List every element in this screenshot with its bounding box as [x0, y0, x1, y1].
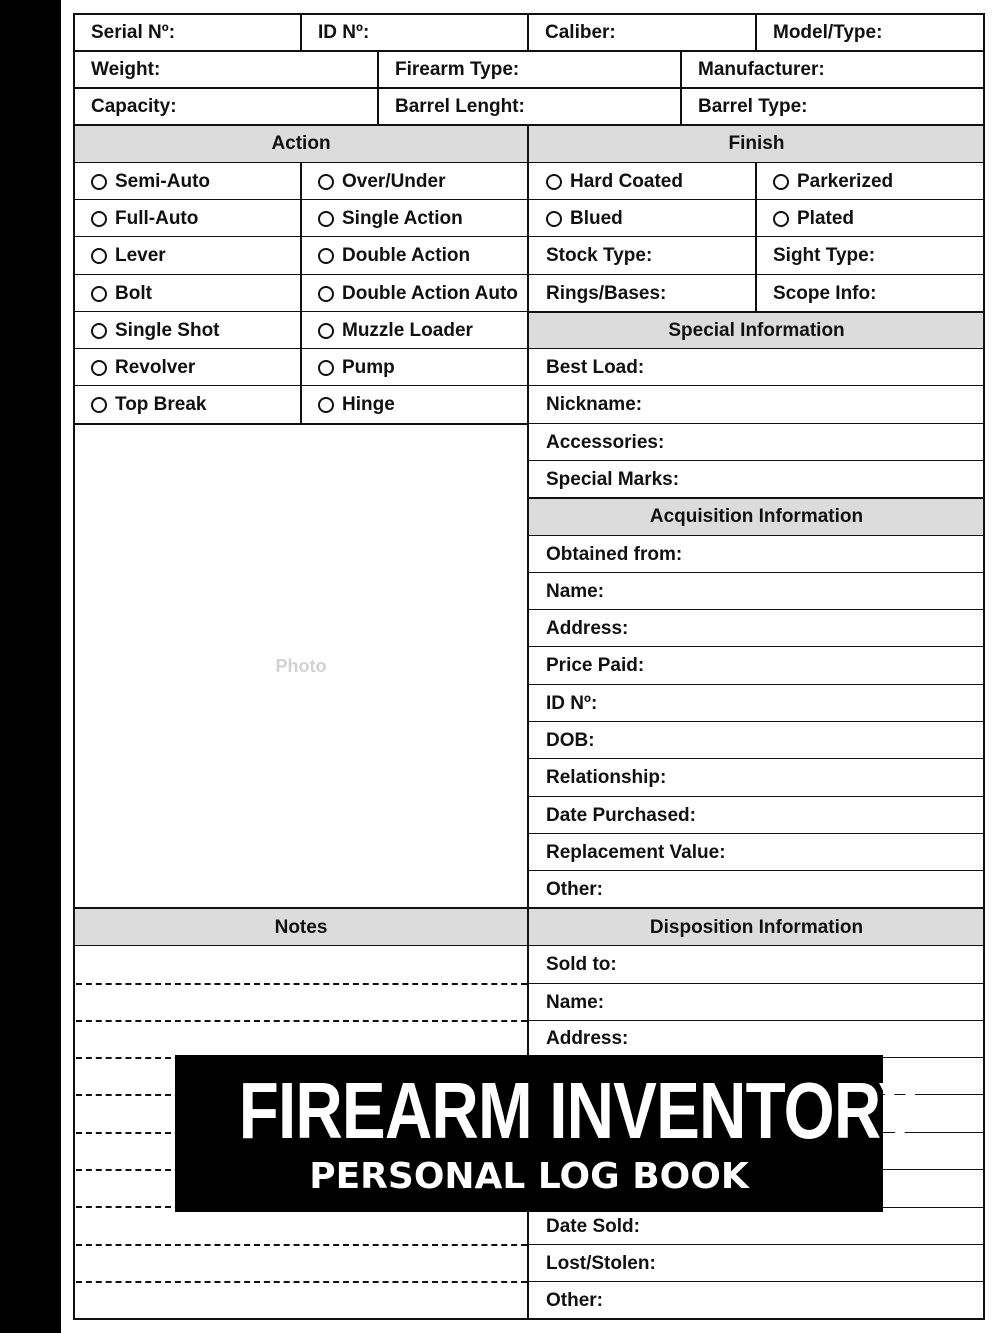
photo-label: Photo	[275, 656, 327, 676]
grid-line	[528, 311, 984, 313]
grid-line	[528, 236, 984, 237]
action-option[interactable]: Double Action	[301, 237, 528, 275]
action-option[interactable]: Revolver	[74, 349, 301, 386]
radio-circle-icon[interactable]	[318, 397, 334, 413]
manufacturer-field[interactable]: Manufacturer:	[698, 58, 825, 80]
grid-line	[528, 796, 984, 797]
grid-line	[755, 162, 757, 312]
acq-name-field[interactable]: Name:	[546, 580, 605, 602]
grid-line	[528, 535, 984, 536]
radio-circle-icon[interactable]	[91, 323, 107, 339]
finish-option[interactable]: Blued	[529, 200, 756, 237]
grid-line	[528, 572, 984, 573]
action-option[interactable]: Bolt	[74, 275, 301, 312]
replacement-value-field[interactable]: Replacement Value:	[546, 841, 726, 863]
radio-circle-icon[interactable]	[546, 174, 562, 190]
serial-field[interactable]: Serial Nº:	[91, 21, 176, 43]
special-information-header: Special Information	[529, 313, 984, 348]
frame-line	[73, 13, 75, 1320]
radio-circle-icon[interactable]	[91, 286, 107, 302]
action-option[interactable]: Full-Auto	[74, 200, 301, 237]
radio-circle-icon[interactable]	[773, 174, 789, 190]
grid-line	[528, 1281, 984, 1282]
action-option[interactable]: Lever	[74, 237, 301, 275]
grid-line	[73, 945, 985, 946]
grid-line	[528, 758, 984, 759]
date-sold-field[interactable]: Date Sold:	[546, 1215, 640, 1237]
acq-id-field[interactable]: ID Nº:	[546, 692, 598, 714]
grid-line	[377, 50, 379, 126]
accessories-field[interactable]: Accessories:	[546, 431, 665, 453]
grid-line	[73, 423, 528, 425]
notes-line[interactable]	[76, 1020, 527, 1022]
weight-field[interactable]: Weight:	[91, 58, 161, 80]
grid-line	[680, 50, 682, 126]
photo-placeholder[interactable]	[74, 425, 528, 908]
acq-other-field[interactable]: Other:	[546, 878, 603, 900]
grid-line	[528, 460, 984, 461]
radio-circle-icon[interactable]	[91, 397, 107, 413]
frame-line	[983, 13, 985, 1320]
banner-title: FIREARM INVENTORY	[238, 1066, 921, 1155]
scope-info-field[interactable]: Scope Info:	[773, 282, 877, 304]
dob-field[interactable]: DOB:	[546, 729, 595, 751]
banner-subtitle: PERSONAL LOG BOOK	[309, 1156, 749, 1197]
frame-line	[73, 13, 985, 15]
date-purchased-field[interactable]: Date Purchased:	[546, 804, 696, 826]
action-option[interactable]: Single Action	[301, 200, 528, 237]
grid-line	[300, 13, 302, 51]
radio-circle-icon[interactable]	[773, 211, 789, 227]
grid-line	[73, 236, 528, 237]
rings-bases-field[interactable]: Rings/Bases:	[546, 282, 667, 304]
action-option[interactable]: Over/Under	[301, 163, 528, 200]
book-spine	[0, 0, 61, 1333]
radio-circle-icon[interactable]	[318, 174, 334, 190]
acquisition-information-header: Acquisition Information	[529, 499, 984, 535]
title-banner	[175, 1055, 921, 1212]
frame-line	[73, 1318, 985, 1320]
radio-circle-icon[interactable]	[318, 286, 334, 302]
price-paid-field[interactable]: Price Paid:	[546, 655, 645, 676]
relationship-field[interactable]: Relationship:	[546, 767, 667, 788]
grid-line	[528, 199, 984, 200]
stock-type-field[interactable]: Stock Type:	[546, 245, 653, 266]
grid-line	[73, 50, 985, 52]
obtained-from-field[interactable]: Obtained from:	[546, 543, 683, 565]
disposition-information-header: Disposition Information	[529, 909, 984, 946]
grid-line	[528, 348, 984, 349]
grid-line	[528, 833, 984, 834]
action-option[interactable]: Double Action Auto	[301, 275, 528, 312]
grid-line	[755, 13, 757, 51]
acq-address-field[interactable]: Address:	[546, 617, 629, 639]
grid-line	[73, 311, 528, 312]
best-load-field[interactable]: Best Load:	[546, 356, 645, 378]
sold-to-field[interactable]: Sold to:	[546, 954, 617, 975]
grid-line	[73, 87, 985, 89]
nickname-field[interactable]: Nickname:	[546, 394, 643, 415]
grid-line	[528, 497, 984, 499]
grid-line	[528, 1244, 984, 1245]
grid-line	[528, 274, 984, 275]
grid-line	[73, 348, 528, 349]
finish-header: Finish	[529, 126, 984, 162]
radio-circle-icon[interactable]	[318, 211, 334, 227]
notes-line[interactable]	[76, 1281, 527, 1283]
radio-circle-icon[interactable]	[91, 248, 107, 264]
action-option[interactable]: Single Shot	[74, 312, 301, 349]
finish-option[interactable]: Hard Coated	[529, 163, 756, 200]
radio-circle-icon[interactable]	[546, 211, 562, 227]
grid-line	[73, 162, 985, 163]
lost-stolen-field[interactable]: Lost/Stolen:	[546, 1252, 656, 1274]
model-type-field[interactable]: Model/Type:	[773, 21, 883, 43]
grid-line	[73, 199, 528, 200]
action-option[interactable]: Hinge	[301, 386, 528, 424]
grid-line	[528, 423, 984, 424]
special-marks-field[interactable]: Special Marks:	[546, 468, 680, 490]
firearm-type-field[interactable]: Firearm Type:	[395, 58, 520, 80]
finish-option[interactable]: Plated	[756, 200, 984, 237]
radio-circle-icon[interactable]	[91, 174, 107, 190]
grid-line	[73, 907, 985, 909]
grid-line	[73, 274, 528, 275]
grid-line	[528, 721, 984, 722]
disp-other-field[interactable]: Other:	[546, 1289, 603, 1311]
sight-type-field[interactable]: Sight Type:	[773, 245, 876, 266]
radio-circle-icon[interactable]	[91, 360, 107, 376]
barrel-length-field[interactable]: Barrel Lenght:	[395, 95, 525, 117]
grid-line	[527, 13, 529, 51]
notes-line[interactable]	[76, 1244, 527, 1246]
action-header: Action	[74, 126, 528, 162]
action-option[interactable]: Pump	[301, 349, 528, 386]
grid-line	[528, 684, 984, 685]
grid-line	[528, 1020, 984, 1021]
disp-name-field[interactable]: Name:	[546, 991, 605, 1013]
disp-address-field[interactable]: Address:	[546, 1028, 629, 1049]
caliber-field[interactable]: Caliber:	[545, 21, 616, 43]
action-option[interactable]: Top Break	[74, 386, 301, 424]
notes-line[interactable]	[76, 983, 527, 985]
radio-circle-icon[interactable]	[318, 323, 334, 339]
capacity-field[interactable]: Capacity:	[91, 95, 177, 117]
grid-line	[73, 385, 528, 386]
grid-line	[528, 609, 984, 610]
grid-line	[528, 983, 984, 984]
radio-circle-icon[interactable]	[318, 360, 334, 376]
finish-option[interactable]: Parkerized	[756, 163, 984, 200]
action-option[interactable]: Semi-Auto	[74, 163, 301, 200]
grid-line	[528, 385, 984, 386]
id-field[interactable]: ID Nº:	[318, 21, 370, 43]
radio-circle-icon[interactable]	[318, 248, 334, 264]
grid-line	[528, 870, 984, 871]
barrel-type-field[interactable]: Barrel Type:	[698, 95, 808, 117]
radio-circle-icon[interactable]	[91, 211, 107, 227]
notes-header: Notes	[74, 909, 528, 946]
action-option[interactable]: Muzzle Loader	[301, 312, 528, 349]
grid-line	[73, 124, 985, 126]
grid-line	[528, 646, 984, 647]
